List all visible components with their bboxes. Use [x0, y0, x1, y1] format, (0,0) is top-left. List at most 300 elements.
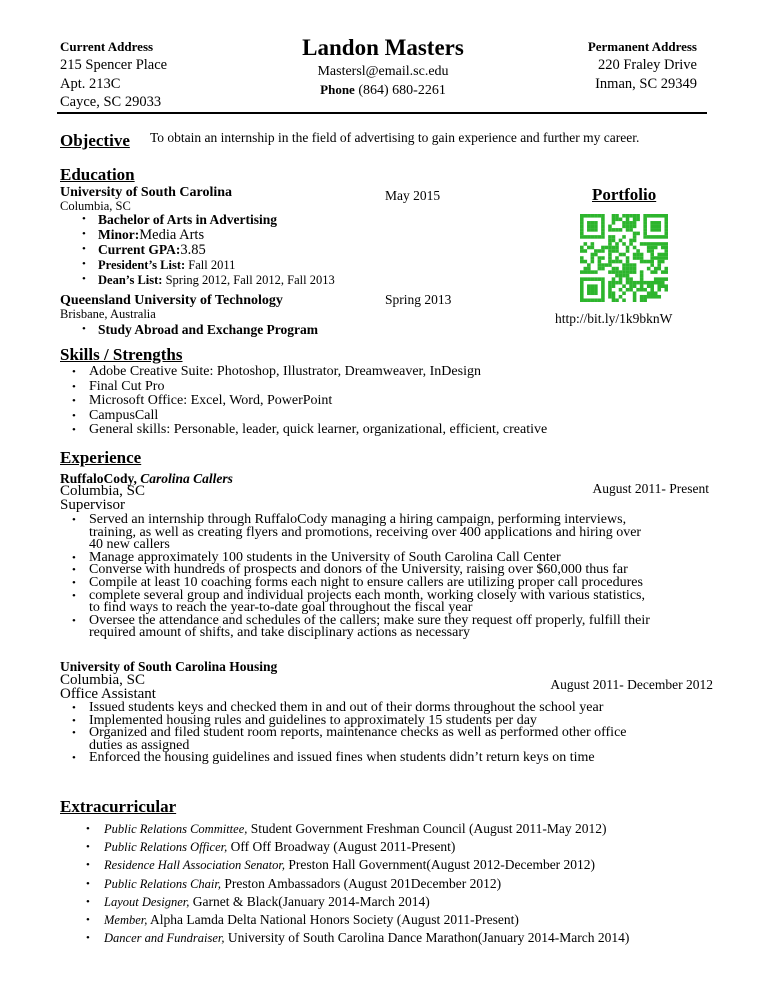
qr-module — [587, 270, 591, 274]
qr-module — [633, 270, 637, 274]
duty-line: to find ways to reach the year-to-date goal throughout the fiscal year — [89, 600, 473, 616]
qr-module — [587, 225, 591, 229]
qr-module — [587, 277, 591, 281]
qr-module — [650, 221, 654, 225]
qr-module — [647, 246, 651, 250]
list-item: • General skills: Personable, leader, quick learner, organizational, efficient, creative — [60, 423, 547, 438]
qr-module — [629, 277, 633, 281]
list-item: • Final Cut Pro — [60, 380, 547, 395]
qr-module — [587, 267, 591, 271]
qr-module — [615, 256, 619, 260]
qr-module — [640, 256, 644, 260]
qr-module — [619, 270, 623, 274]
qr-module — [619, 218, 623, 222]
current-address-line-2: Apt. 213C — [60, 76, 121, 92]
qr-module — [657, 235, 661, 239]
qr-module — [612, 295, 616, 299]
qr-module — [591, 256, 595, 260]
qr-module — [612, 277, 616, 281]
qr-module — [580, 256, 584, 260]
qr-module — [601, 256, 605, 260]
qr-module — [591, 225, 595, 229]
qr-module — [598, 263, 602, 267]
qr-module — [615, 228, 619, 232]
qr-module — [598, 267, 602, 271]
qr-module — [605, 263, 609, 267]
qr-module — [601, 218, 605, 222]
qr-module — [594, 235, 598, 239]
qr-module — [640, 281, 644, 285]
qr-module — [636, 249, 640, 253]
duty-line: training, as well as creating flyers and promotions, receiving over 400 applications and hiring over — [89, 524, 642, 540]
qr-module — [664, 214, 668, 218]
qr-module — [633, 239, 637, 243]
duty-line: • Issued students keys and checked them in and out of their dorms throughout the school year — [89, 700, 604, 715]
qr-module — [591, 260, 595, 264]
list-item: • Member, Alpha Lamda Delta National Honors Society (August 2011-Present) — [60, 911, 629, 929]
applicant-name: Landon Masters — [302, 35, 464, 60]
qr-module — [657, 228, 661, 232]
qr-module — [580, 291, 584, 295]
qr-module — [587, 221, 591, 225]
qr-module — [619, 277, 623, 281]
qr-module — [598, 256, 602, 260]
qr-module — [612, 246, 616, 250]
list-item: • Dean’s List: Spring 2012, Fall 2012, Fall 2013 — [74, 272, 335, 287]
qr-module — [664, 267, 668, 271]
qr-module — [657, 263, 661, 267]
qr-module — [633, 256, 637, 260]
qr-module — [657, 281, 661, 285]
qr-module — [612, 239, 616, 243]
qr-module — [619, 260, 623, 264]
qr-module — [650, 288, 654, 292]
qr-module — [650, 249, 654, 253]
qr-module — [664, 249, 668, 253]
portfolio-qr-code[interactable] — [580, 214, 668, 302]
qr-module — [580, 246, 584, 250]
qr-module — [622, 221, 626, 225]
qr-module — [664, 232, 668, 236]
qr-module — [594, 277, 598, 281]
qr-module — [584, 242, 588, 246]
qr-module — [584, 270, 588, 274]
qr-module — [647, 281, 651, 285]
qr-module — [608, 242, 612, 246]
permanent-address-label: Permanent Address — [587, 39, 697, 54]
portfolio-link[interactable]: http://bit.ly/1k9bknW — [555, 311, 673, 326]
qr-module — [626, 274, 630, 278]
qr-module — [584, 235, 588, 239]
qr-module — [580, 225, 584, 229]
qr-module — [633, 263, 637, 267]
list-item: • Public Relations Chair, Preston Ambassadors (August 201December 2012) — [60, 875, 629, 893]
qr-module — [643, 235, 647, 239]
qr-module — [633, 232, 637, 236]
qr-module — [594, 298, 598, 302]
list-item: • Residence Hall Association Senator, Preston Hall Government(August 2012-December 2012) — [60, 856, 629, 874]
current-address-line-3: Cayce, SC 29033 — [60, 94, 162, 110]
list-item: • Bachelor of Arts in Advertising — [74, 212, 335, 227]
qr-module — [654, 225, 658, 229]
qr-module — [580, 295, 584, 299]
qr-module — [608, 291, 612, 295]
qr-module — [636, 214, 640, 218]
qr-module — [615, 298, 619, 302]
qr-module — [594, 284, 598, 288]
qr-module — [626, 288, 630, 292]
qr-module — [584, 260, 588, 264]
qr-module — [643, 281, 647, 285]
qr-module — [608, 281, 612, 285]
qr-module — [615, 260, 619, 264]
qr-module — [654, 246, 658, 250]
list-item: • Adobe Creative Suite: Photoshop, Illustrator, Dreamweaver, InDesign — [60, 365, 547, 380]
qr-module — [650, 263, 654, 267]
qr-module — [633, 235, 637, 239]
duty-line: 40 new callers — [89, 537, 170, 553]
qr-module — [654, 267, 658, 271]
qr-module — [580, 277, 584, 281]
qr-module — [643, 232, 647, 236]
job2-employer: University of South Carolina Housing — [60, 659, 278, 674]
qr-module — [661, 281, 665, 285]
qr-module — [626, 214, 630, 218]
qr-module — [612, 214, 616, 218]
qr-module — [622, 270, 626, 274]
extracurricular-heading: Extracurricular — [60, 797, 177, 816]
qr-module — [629, 214, 633, 218]
qr-module — [580, 288, 584, 292]
qr-module — [587, 263, 591, 267]
qr-module — [643, 260, 647, 264]
qr-module — [608, 288, 612, 292]
qr-module — [636, 218, 640, 222]
qr-module — [647, 260, 651, 264]
qr-module — [601, 214, 605, 218]
qr-module — [619, 228, 623, 232]
extracurricular-list — [60, 820, 629, 947]
qr-module — [608, 246, 612, 250]
email-address: Mastersl@email.sc.edu — [317, 64, 449, 79]
qr-module — [626, 277, 630, 281]
qr-module — [633, 281, 637, 285]
qr-module — [647, 214, 651, 218]
qr-module — [626, 246, 630, 250]
qr-module — [629, 242, 633, 246]
qr-module — [587, 291, 591, 295]
qr-module — [594, 270, 598, 274]
qr-module — [612, 298, 616, 302]
qr-module — [650, 295, 654, 299]
qr-module — [619, 288, 623, 292]
qr-module — [661, 214, 665, 218]
qr-module — [601, 298, 605, 302]
qr-module — [598, 277, 602, 281]
qr-module — [591, 288, 595, 292]
qr-module — [591, 277, 595, 281]
qr-module — [584, 298, 588, 302]
qr-module — [626, 263, 630, 267]
qr-module — [584, 214, 588, 218]
qr-module — [643, 228, 647, 232]
qr-module — [647, 249, 651, 253]
qr-module — [657, 256, 661, 260]
qr-module — [626, 267, 630, 271]
school-location: Columbia, SC — [60, 199, 131, 213]
qr-module — [657, 221, 661, 225]
job2-title: Office Assistant — [60, 686, 156, 702]
qr-module — [633, 298, 637, 302]
qr-module — [650, 228, 654, 232]
qr-module — [626, 281, 630, 285]
qr-module — [664, 235, 668, 239]
qr-module — [622, 235, 626, 239]
qr-module — [647, 284, 651, 288]
qr-module — [601, 221, 605, 225]
qr-module — [594, 214, 598, 218]
duty-line: • Converse with hundreds of prospects and donors of the University, raising over $60,000 thus far — [89, 562, 628, 578]
qr-module — [633, 221, 637, 225]
qr-module — [580, 284, 584, 288]
qr-module — [594, 228, 598, 232]
qr-module — [587, 288, 591, 292]
skills-heading: Skills / Strengths — [60, 345, 183, 364]
qr-module — [594, 221, 598, 225]
qr-module — [650, 270, 654, 274]
qr-module — [643, 221, 647, 225]
qr-module — [580, 249, 584, 253]
qr-module — [657, 253, 661, 257]
qr-module — [591, 214, 595, 218]
qr-module — [612, 284, 616, 288]
qr-module — [608, 235, 612, 239]
qr-module — [650, 284, 654, 288]
graduation-date: May 2015 — [385, 188, 441, 203]
qr-module — [661, 260, 665, 264]
job2-location: Columbia, SC — [60, 672, 146, 688]
qr-module — [664, 228, 668, 232]
qr-module — [629, 288, 633, 292]
job2-duties — [60, 702, 627, 765]
qr-module — [664, 288, 668, 292]
duty-line: • Manage approximately 100 students in the University of South Carolina Call Center — [89, 549, 561, 565]
qr-module — [654, 235, 658, 239]
duty-line: • Implemented housing rules and guidelines to approximately 15 students per day — [89, 712, 537, 728]
header-divider — [57, 112, 707, 114]
objective-heading: Objective — [60, 131, 130, 150]
qr-module — [622, 274, 626, 278]
qr-module — [584, 267, 588, 271]
qr-module — [608, 263, 612, 267]
qr-module — [608, 249, 612, 253]
permanent-address-line-1: 220 Fraley Drive — [597, 57, 697, 73]
qr-module — [612, 249, 616, 253]
qr-module — [629, 263, 633, 267]
qr-module — [657, 295, 661, 299]
duty-line: • Served an internship through RuffaloCody managing a hiring campaign, performing interviews, — [89, 512, 627, 527]
qr-module — [615, 249, 619, 253]
qr-module — [650, 291, 654, 295]
qr-module — [594, 288, 598, 292]
duty-line: • Enforced the housing guidelines and issued fines when students didn’t return keys on time — [89, 750, 595, 766]
qr-module — [650, 214, 654, 218]
qr-module — [650, 281, 654, 285]
school-name-2: Queensland University of Technology — [60, 293, 283, 308]
qr-module — [640, 242, 644, 246]
qr-module — [650, 225, 654, 229]
qr-module — [661, 256, 665, 260]
qr-module — [612, 260, 616, 264]
qr-module — [633, 218, 637, 222]
qr-module — [626, 218, 630, 222]
job1-title: Supervisor — [60, 497, 125, 513]
qr-module — [661, 242, 665, 246]
qr-module — [584, 249, 588, 253]
qr-module — [640, 260, 644, 264]
qr-module — [598, 298, 602, 302]
qr-module — [601, 284, 605, 288]
qr-module — [591, 228, 595, 232]
qr-module — [643, 242, 647, 246]
qr-module — [622, 253, 626, 257]
qr-module — [650, 242, 654, 246]
qr-module — [612, 281, 616, 285]
qr-module — [654, 277, 658, 281]
qr-module — [587, 284, 591, 288]
experience-heading: Experience — [60, 448, 142, 467]
current-address-label: Current Address — [60, 39, 154, 54]
qr-modules — [580, 214, 668, 302]
qr-module — [587, 235, 591, 239]
qr-module — [584, 277, 588, 281]
qr-module — [661, 235, 665, 239]
qr-module — [626, 228, 630, 232]
list-item: • Study Abroad and Exchange Program — [74, 322, 318, 337]
qr-module — [615, 274, 619, 278]
qr-module — [633, 291, 637, 295]
qr-module — [619, 295, 623, 299]
qr-module — [664, 253, 668, 257]
qr-module — [654, 242, 658, 246]
qr-module — [626, 221, 630, 225]
qr-module — [654, 295, 658, 299]
qr-module — [580, 228, 584, 232]
qr-module — [661, 270, 665, 274]
list-item: • Public Relations Officer, Off Off Broadway (August 2011-Present) — [60, 838, 629, 856]
qr-module — [615, 281, 619, 285]
qr-module — [601, 263, 605, 267]
qr-module — [605, 246, 609, 250]
qr-module — [594, 291, 598, 295]
list-item — [60, 612, 650, 641]
qr-module — [633, 295, 637, 299]
qr-module — [580, 221, 584, 225]
qr-module — [640, 284, 644, 288]
qr-module — [622, 284, 626, 288]
qr-module — [654, 291, 658, 295]
qr-module — [657, 277, 661, 281]
qr-module — [612, 291, 616, 295]
list-item: • Minor:Media Arts — [74, 227, 335, 242]
qr-module — [629, 239, 633, 243]
qr-module — [650, 253, 654, 257]
job1-location: Columbia, SC — [60, 483, 146, 499]
qr-module — [654, 256, 658, 260]
qr-module — [612, 270, 616, 274]
qr-module — [598, 235, 602, 239]
qr-module — [608, 295, 612, 299]
duty-line: • Oversee the attendance and schedules of the callers; make sure they request off properly, fulfill their — [89, 612, 650, 628]
qr-module — [661, 284, 665, 288]
list-item: • Layout Designer, Garnet & Black(January 2014-March 2014) — [60, 893, 629, 911]
qr-module — [657, 242, 661, 246]
qr-module — [661, 277, 665, 281]
duty-line: • complete several group and individual projects each month, working closely with various statistics, — [89, 587, 645, 603]
qr-module — [643, 298, 647, 302]
qr-module — [598, 249, 602, 253]
job1-dates: August 2011- Present — [592, 481, 709, 496]
qr-module — [601, 225, 605, 229]
list-item: • Dancer and Fundraiser, University of South Carolina Dance Marathon(January 2014-March 2014) — [60, 929, 629, 947]
qr-module — [626, 225, 630, 229]
qr-module — [622, 242, 626, 246]
qr-module — [601, 235, 605, 239]
qr-module — [601, 277, 605, 281]
qr-module — [598, 260, 602, 264]
qr-module — [657, 260, 661, 264]
qr-module — [612, 221, 616, 225]
list-item: • CampusCall — [60, 409, 547, 424]
page-crop-mask — [0, 438, 768, 446]
qr-module — [629, 284, 633, 288]
qr-module — [647, 267, 651, 271]
exchange-date: Spring 2013 — [385, 292, 452, 307]
qr-module — [619, 281, 623, 285]
qr-module — [633, 267, 637, 271]
qr-module — [580, 298, 584, 302]
qr-module — [622, 267, 626, 271]
qr-module — [612, 235, 616, 239]
qr-module — [664, 270, 668, 274]
phone-label: Phone — [320, 82, 355, 97]
qr-module — [657, 284, 661, 288]
qr-module — [622, 214, 626, 218]
list-item — [60, 752, 627, 765]
qr-module — [640, 270, 644, 274]
qr-module — [587, 246, 591, 250]
qr-module — [612, 228, 616, 232]
qr-module — [629, 228, 633, 232]
qr-module — [650, 235, 654, 239]
qr-module — [594, 225, 598, 229]
qr-module — [640, 253, 644, 257]
qr-module — [640, 295, 644, 299]
qr-module — [657, 214, 661, 218]
qr-module — [608, 253, 612, 257]
qr-module — [615, 267, 619, 271]
qr-module — [629, 221, 633, 225]
qr-module — [657, 225, 661, 229]
qr-module — [664, 277, 668, 281]
qr-module — [580, 218, 584, 222]
objective-text: To obtain an internship in the field of advertising to gain experience and further my career. — [150, 130, 640, 145]
exchange-list — [74, 322, 318, 337]
qr-module — [661, 253, 665, 257]
list-item — [60, 727, 627, 752]
qr-module — [601, 267, 605, 271]
qr-module — [608, 225, 612, 229]
